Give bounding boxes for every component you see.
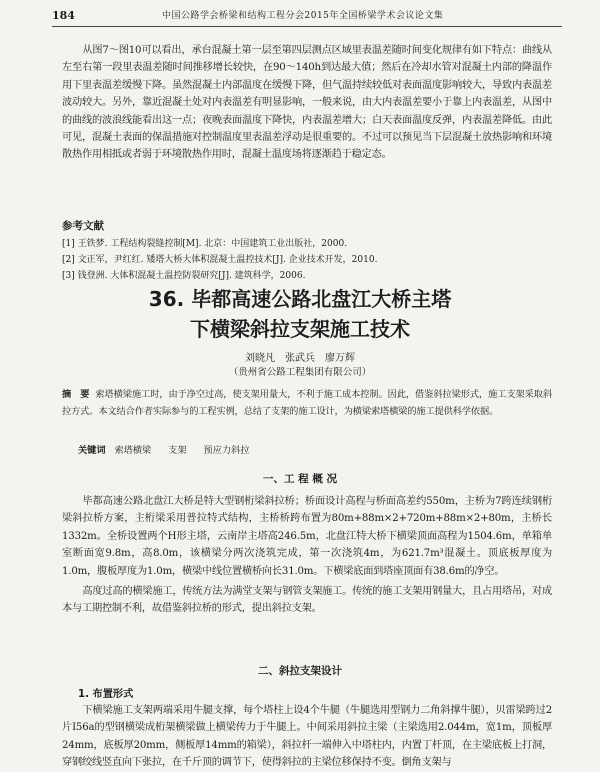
article-affiliation: （贵州省公路工程集团有限公司） [228, 367, 372, 378]
keyword: 支架 [168, 445, 187, 456]
page-number: 184 [52, 9, 75, 22]
abstract-label: 摘 要 [62, 389, 90, 400]
section-heading-overview: 一、工 程 概 况 [263, 473, 337, 485]
keyword: 预应力斜拉 [203, 445, 250, 456]
article-authors: 刘晓凡 张武兵 廖万辉 [245, 353, 355, 364]
reference-item: [1] 王铁梦. 工程结构裂缝控制[M]. 北京：中国建筑工业出版社，2000. [62, 239, 348, 249]
top-paragraph: 从图7～图10可以看出，承台混凝土第一层至第四层测点区域里表温差随时间变化规律有如下特点：曲线从左至右第一段里表温差随时间推移增长较快，在90～140h到达最大值；然后在冷却水管对混凝土内部的降温作用下里表温差缓慢下降。虽然混凝土内部温度在缓慢下降，但气温持续较低对表面温度影响较大，导致内表温差波动较大。另外，靠近混凝土处对内表温差有明显影响，一般来说，由大内表温差要小于靠上内表温差，从图中的曲线的波浪线能看出这一点；夜晚表面温度下降快，内表温差增大；白天表面温度反弹，内表温差降低。由此可见，混凝土表面的保温措施对控制温度里表温差浮动是很重要的。不过可以预见当下层混凝土放热影响和环境散热作用相抵或者弱于环境散热作用时，混凝土温度场将逐渐趋于稳定态。 [62, 45, 552, 161]
section1-body [62, 493, 552, 618]
references-title: 参考文献 [62, 220, 104, 232]
reference-item: [2] 文正军，尹红红. 矮塔大桥大体积混凝土温控技术[J]. 企业技术开发，2010. [62, 255, 378, 265]
abstract [62, 386, 552, 420]
section1-paragraph: 毕都高速公路北盘江大桥是特大型钢桁梁斜拉桥；桥面设计高程与桥面高差约550m，主桥为7跨连续钢桁梁斜拉桥方案，主桁梁采用普拉特式结构，主桥桥跨布置为80m+88m×2+720m+88m×2+80m，主桥长1332m。全桥设置两个H形主塔，云南岸主塔高246.5m，北盘江特大桥下横梁顶面高程为1504.6m，单箱单室断面宽9.8m，高8.0m，该横梁分两次浇筑完成，第一次浇筑4m，为621.7m³混凝土。顶底板厚度为1.0m，腹板厚度为1.0m，横梁中线位置横桥向长31.0m。下横梁底面到塔座顶面有38.6m的净空。 [62, 496, 552, 577]
section-heading-design: 二、斜拉支架设计 [258, 665, 342, 677]
top-text-block [62, 42, 552, 164]
section2-body [62, 702, 552, 769]
section2-paragraph: 下横梁施工支架两端采用牛腿支撑，每个塔柱上设4个牛腿（牛腿选用型钢力二角斜撑牛腿），贝雷梁跨过2片I56a的型钢横梁成桁架横梁做上横梁传力于牛腿上。中间采用斜拉主梁（主梁选用2.044m，宽1m，顶板厚24mm，底板厚20mm，侧板厚14mm的箱梁），斜拉杆一端伸入中塔柱内，内置丁杆顶，在主梁底板上打洞，穿钢绞线竖直向下张拉，在千斤顶的调节下，使得斜拉的主梁位移保持不变。倒角支架与 [62, 705, 552, 769]
reference-item: [3] 钱登洲. 大体积混凝土温控防裂研究[J]. 建筑科学，2006. [62, 271, 306, 281]
article-title-line-1: 36. 毕都高速公路北盘江大桥主塔 [148, 287, 452, 311]
abstract-text: 索塔横梁施工时，由于净空过高，使支架用量大，不利于施工成本控制。因此，借鉴斜拉梁形式，施工支架采取斜拉方式。本文结合作者实际参与的工程实例，总结了支架的施工设计，为横梁索塔横梁的施工提供科学依据。 [62, 389, 553, 417]
keywords-label: 关键词 [78, 445, 106, 456]
section1-paragraph: 高度过高的横梁施工，传统方法为满堂支架与钢管支架施工。传统的施工支架用钢量大，且占用塔吊，对成本与工期控制不利，故借鉴斜拉桥的形式，提出斜拉支架。 [62, 586, 552, 615]
keywords [78, 442, 263, 456]
subsection-heading: 1. 布置形式 [78, 689, 134, 700]
running-title: 中国公路学会桥梁和结构工程分会2015年全国桥梁学术会议论文集 [162, 11, 444, 21]
article-title-line-2: 下横梁斜拉支架施工技术 [190, 317, 410, 341]
running-header [52, 8, 562, 27]
references [62, 218, 552, 284]
keyword: 索塔横梁 [114, 445, 152, 456]
